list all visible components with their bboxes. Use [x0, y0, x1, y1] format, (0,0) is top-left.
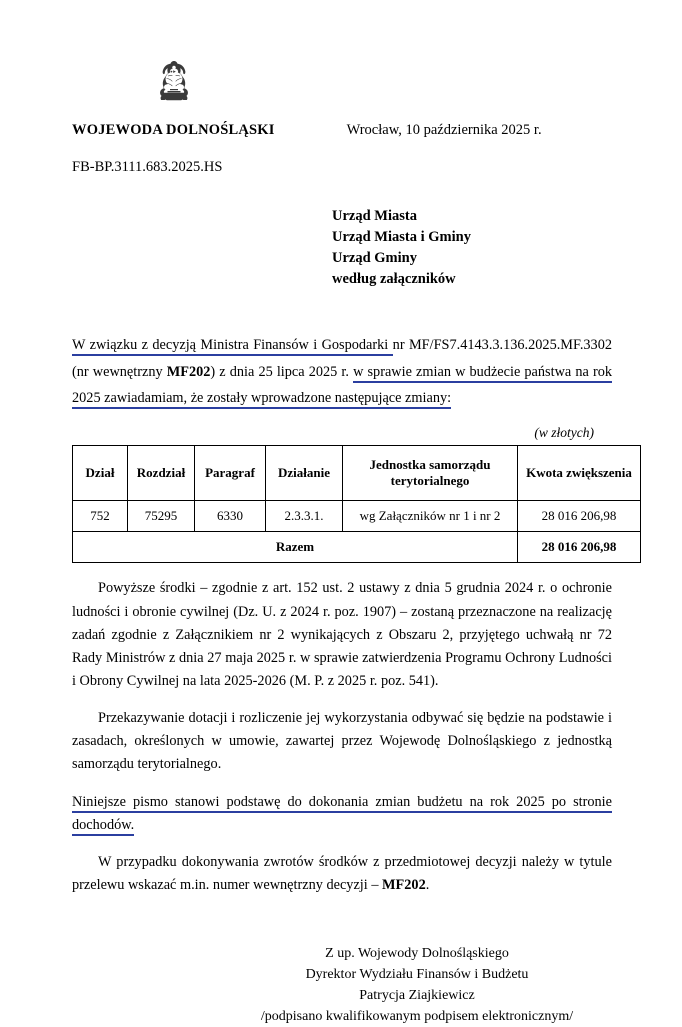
paragraph-4-internal-number: MF202 [382, 877, 426, 894]
intro-internal-number: MF202 [166, 363, 211, 380]
col-header-jednostka: Jednostka samorządu terytorialnego [343, 446, 518, 501]
paragraph-3-text: Niniejsze pismo stanowi podstawę do dokonania zmian budżetu na rok 2025 po stronie dochodów. [72, 794, 612, 836]
intro-part1: W związku z decyzją Ministra Finansów i Gospodarki [72, 337, 393, 356]
table-row [73, 501, 641, 532]
document-header [72, 122, 612, 139]
table-header-row [73, 446, 641, 501]
addressee-block [332, 206, 612, 290]
addressee-line: Urząd Miasta i Gminy [332, 229, 471, 246]
col-header-paragraf: Paragraf [195, 446, 266, 501]
city-date: Wrocław, 10 października 2025 r. [346, 122, 542, 138]
signature-line: Dyrektor Wydziału Finansów i Budżetu [305, 967, 529, 983]
intro-part3: ) z dnia 25 lipca 2025 r. [210, 363, 354, 380]
cell-kwota: 28 016 206,98 [518, 501, 641, 532]
intro-paragraph [72, 332, 612, 411]
signature-electronic-note: /podpisano kwalifikowanym podpisem elektronicznym/ [260, 1009, 574, 1025]
addressee-line: według załączników [332, 271, 456, 288]
polish-eagle-emblem [154, 58, 194, 108]
paragraph-1: Powyższe środki – zgodnie z art. 152 ust. 2 ustawy z dnia 5 grudnia 2024 r. o ochronie ludności i obronie cywilnej (Dz. U. z 2024 r. poz. 1907) – zostaną przeznaczone na realizację zadań zgodnie z Załącznikiem nr 2 wynikających z Obszaru 2, przyjętego uchwałą nr 72 Rady Ministrów z dnia 27 maja 2025 r. w sprawie zatwierdzenia Programu Ochrony Ludności i Obrony Cywilnej na lata 2025-2026 (M. P. z 2025 r. poz. 541). [72, 580, 612, 689]
total-value: 28 016 206,98 [518, 532, 641, 563]
addressee-line: Urząd Miasta [332, 208, 417, 224]
reference-number: FB-BP.3111.683.2025.HS [72, 159, 223, 175]
cell-rozdzial: 75295 [128, 501, 195, 532]
emblem-container [72, 58, 612, 116]
signature-name: Patrycja Ziajkiewicz [359, 988, 475, 1004]
table-body [73, 501, 641, 563]
col-header-kwota: Kwota zwiększenia [518, 446, 641, 501]
cell-dzialanie: 2.3.3.1. [266, 501, 343, 532]
cell-paragraf: 6330 [195, 501, 266, 532]
intro-part2: nr MF/FS7.4143.3.136.2025.MF.3302 (nr wewnętrzny [72, 337, 612, 380]
paragraph-4-part2: . [425, 877, 430, 894]
col-header-dzial: Dział [73, 446, 128, 501]
paragraph-2: Przekazywanie dotacji i rozliczenie jej wykorzystania odbywać się będzie na podstawie i zasadach, określonych w umowie, zawartej przez Wojewodę Dolnośląskiego z jednostką samorządu terytorialnego. [72, 710, 612, 773]
col-header-rozdzial: Rozdział [128, 446, 195, 501]
addressee-line: Urząd Gminy [332, 250, 417, 267]
amounts-table [72, 445, 641, 563]
cell-jednostka: wg Załączników nr 1 i nr 2 [343, 501, 518, 532]
col-header-dzialanie: Działanie [266, 446, 343, 501]
table-total-row [73, 532, 641, 563]
document-content [72, 58, 632, 1027]
office-title: WOJEWODA DOLNOŚLĄSKI [72, 122, 275, 138]
signature-block [72, 943, 612, 1027]
cell-dzial: 752 [73, 501, 128, 532]
currency-note: (w złotych) [534, 425, 594, 441]
paragraph-3 [72, 791, 612, 837]
intro-part4: w sprawie zmian w budżecie państwa na rok 2025 zawiadamiam, że zostały wprowadzone następujące zmiany: [72, 364, 612, 409]
paragraph-4-part1: W przypadku dokonywania zwrotów środków z przedmiotowej decyzji należy w tytule przelewu wskazać m.in. numer wewnętrzny decyzji – [72, 853, 612, 894]
table-head [73, 446, 641, 501]
total-label: Razem [73, 532, 518, 563]
paragraph-4 [72, 851, 612, 897]
signature-line: Z up. Wojewody Dolnośląskiego [325, 946, 509, 962]
